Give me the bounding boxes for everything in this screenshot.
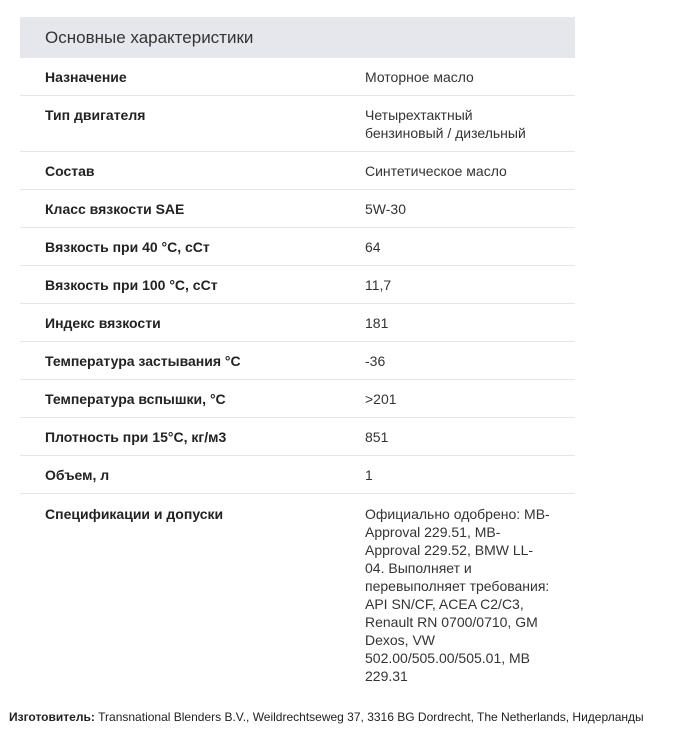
spec-label: Назначение: [45, 69, 127, 85]
spec-value: 11,7: [365, 277, 392, 293]
spec-label: Состав: [45, 163, 95, 179]
spec-value: >201: [365, 391, 397, 407]
manufacturer-value: Transnational Blenders B.V., Weildrechtseweg 37, 3316 BG Dordrecht, The Netherlands, Нидерланды: [98, 710, 644, 724]
spec-value: 851: [365, 429, 389, 445]
manufacturer-label: Изготовитель:: [9, 710, 95, 724]
spec-label: Плотность при 15°С, кг/м3: [45, 429, 227, 445]
spec-label: Класс вязкости SAE: [45, 201, 185, 217]
spec-value: Моторное масло: [365, 69, 474, 85]
spec-row-engine-type: [20, 96, 575, 152]
spec-value: Четырехтактный бензиновый / дизельный: [365, 107, 526, 141]
spec-value: -36: [365, 353, 386, 369]
specs-table: [20, 17, 575, 694]
spec-row-viscosity-index: [20, 304, 575, 342]
spec-label: Температура застывания °С: [45, 353, 241, 369]
spec-row-viscosity-100: [20, 266, 575, 304]
spec-label: Тип двигателя: [45, 107, 146, 123]
spec-row-volume: [20, 456, 575, 494]
spec-label: Вязкость при 40 °С, сСт: [45, 239, 210, 255]
spec-label: Температура вспышки, °С: [45, 391, 226, 407]
specs-header: Основные характеристики: [20, 17, 575, 58]
spec-row-composition: [20, 152, 575, 190]
spec-value: 64: [365, 239, 381, 255]
spec-row-viscosity-40: [20, 228, 575, 266]
spec-value: Официально одобрено: MB-Approval 229.51, MB-Approval 229.52, BMW LL-04. Выполняет и перевыполняет требования: API SN/CF, ACEA C2/C3, Renault RN 0700/0710, GM Dexos, VW 502.00/505.00/505.01, MB 229.31: [365, 506, 550, 684]
spec-value: Синтетическое масло: [365, 163, 507, 179]
spec-label: Вязкость при 100 °С, сСт: [45, 277, 218, 293]
spec-row-approvals: [20, 494, 575, 694]
spec-row-flash-point: [20, 380, 575, 418]
spec-row-sae-class: [20, 190, 575, 228]
spec-row-pour-point: [20, 342, 575, 380]
spec-value: 181: [365, 315, 389, 331]
spec-label: Объем, л: [45, 467, 110, 483]
spec-row-density: [20, 418, 575, 456]
spec-value: 5W-30: [365, 201, 406, 217]
spec-row-purpose: [20, 58, 575, 96]
spec-value: 1: [365, 467, 373, 483]
manufacturer-info: [9, 710, 644, 724]
spec-label: Спецификации и допуски: [45, 506, 224, 522]
spec-label: Индекс вязкости: [45, 315, 161, 331]
